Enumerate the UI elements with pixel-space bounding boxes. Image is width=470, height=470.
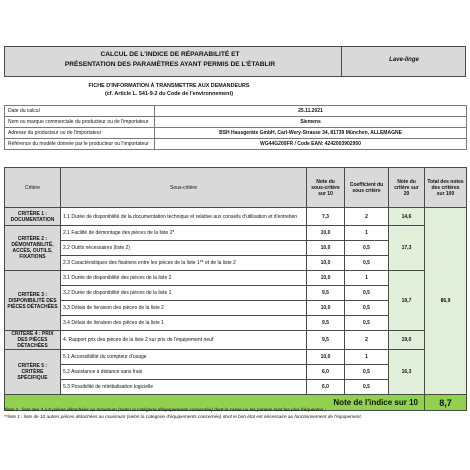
sub-criterion-label: 5.1 Accessibilité du compteur d'usage (61, 350, 307, 365)
info-value: Siemens (155, 117, 467, 128)
criterion-5: CRITÈRE 5 : CRITÈRE SPÉCIFIQUE (5, 350, 61, 395)
sub-criterion-note: 7,3 (307, 208, 345, 226)
info-value: 25.11.2021 (155, 106, 467, 117)
sub-criterion-note: 10,0 (307, 271, 345, 286)
info-label: Adresse du producteur ou de l'importateur (5, 128, 155, 139)
score-table-header (5, 168, 467, 208)
sub-criterion-label: 2.3 Caractéristiques des fixations entre les pièces de la liste 1** et de la liste 2 (61, 256, 307, 271)
sub-criterion-label: 2.2 Outils nécessaires (liste 2) (61, 241, 307, 256)
sub-criterion-coef: 1 (345, 226, 389, 241)
sub-criterion-coef: 2 (345, 331, 389, 350)
sub-criterion-label: 4. Rapport prix des pièces de la liste 2 sur prix de l'équipement neuf (61, 331, 307, 350)
sub-criterion-coef: 0,5 (345, 241, 389, 256)
title-line-1: CALCUL DE L'INDICE DE RÉPARABILITÉ ET (100, 51, 240, 58)
sub-criterion-label: 3.2 Durée de disponibilité des pièces de la liste 1 (61, 286, 307, 301)
sub-criterion-coef: 1 (345, 350, 389, 365)
sub-criterion-label: 5.2 Assistance à distance sans frais (61, 365, 307, 380)
sub-criterion-label: 3.4 Délais de livraison des pièces de la liste 1 (61, 316, 307, 331)
sub-criterion-label: 2.1 Facilité de démontage des pièces de la liste 2* (61, 226, 307, 241)
criterion-score-1: 14,6 (389, 208, 425, 226)
info-row-date (5, 106, 467, 117)
title-line-2: PRÉSENTATION DES PARAMÈTRES AYANT PERMIS DE L'ÉTABLIR (64, 61, 276, 68)
sub-criterion-label: 3.3 Délais de livraison des pièces de la liste 2 (61, 301, 307, 316)
header-note-sous-critere: Note du sous-critère sur 10 (307, 168, 345, 208)
report-header (4, 46, 466, 77)
sub-criterion-coef: 1 (345, 271, 389, 286)
criterion-4: CRITÈRE 4 : PRIX DES PIÈCES DÉTACHÉES (5, 331, 61, 350)
sub-criterion-note: 10,0 (307, 350, 345, 365)
fiche-line-1: FICHE D'INFORMATION À TRANSMETTRE AUX DEMANDEURS (88, 83, 250, 89)
info-row-address (5, 128, 467, 139)
report-title (5, 50, 335, 70)
criterion-score-5: 16,3 (389, 350, 425, 395)
table-row (5, 350, 467, 365)
header-note-critere: Note du critère sur 20 (389, 168, 425, 208)
table-row (5, 208, 467, 226)
sub-criterion-coef: 0,5 (345, 316, 389, 331)
sub-criterion-note: 10,0 (307, 301, 345, 316)
info-value: BSH Hausgeräte GmbH, Carl-Wery-Strasse 34, 81739 München, ALLEMAGNE (155, 128, 467, 139)
sub-criterion-note: 10,0 (307, 226, 345, 241)
table-row (5, 331, 467, 350)
header-critere: Critère (5, 168, 61, 208)
info-row-model (5, 139, 467, 150)
sub-criterion-note: 6,0 (307, 365, 345, 380)
footnote-liste-1: **liste 1 : liste de 10 autres pièces détachées au maximum (selon la catégorie d'équipements concernée) dont le bon état est nécessaire au fonctionnement de l'équipement. (4, 414, 362, 419)
criterion-1: CRITÈRE 1 : DOCUMENTATION (5, 208, 61, 226)
sub-criterion-label: 5.3 Possibilité de réinitialisation logicielle (61, 380, 307, 395)
index-note-label: Note de l'indice sur 10 (5, 395, 425, 411)
sub-criterion-coef: 2 (345, 208, 389, 226)
table-row (5, 271, 467, 286)
index-note-value: 8,7 (425, 395, 467, 411)
fiche-heading (4, 82, 334, 98)
sub-criterion-note: 10,0 (307, 241, 345, 256)
fiche-line-2: (cf. Article L. 541-9-2 du Code de l'environnement) (104, 91, 234, 97)
info-label: Date du calcul (5, 106, 155, 117)
header-sous-critere: Sous-critère (61, 168, 307, 208)
sub-criterion-note: 10,0 (307, 256, 345, 271)
sub-criterion-coef: 0,5 (345, 380, 389, 395)
product-info-table (4, 105, 467, 150)
info-value: WG44G200FR / Code EAN: 4242003902950 (155, 139, 467, 150)
sub-criterion-note: 9,5 (307, 286, 345, 301)
header-coefficient: Coefficient du sous critère (345, 168, 389, 208)
sub-criterion-label: 3.1 Durée de disponibilité des pièces de la liste 2 (61, 271, 307, 286)
sub-criterion-coef: 0,5 (345, 256, 389, 271)
total-score: 86,9 (425, 208, 467, 395)
sub-criterion-note: 9,5 (307, 331, 345, 350)
footnotes (4, 406, 468, 420)
sub-criterion-coef: 0,5 (345, 286, 389, 301)
score-table (4, 167, 467, 411)
info-row-brand (5, 117, 467, 128)
sub-criterion-coef: 0,5 (345, 365, 389, 380)
criterion-score-2: 17,3 (389, 226, 425, 271)
header-total: Total des notes des critères sur 100 (425, 168, 467, 208)
table-row (5, 226, 467, 241)
criterion-3: CRITÈRE 3 : DISPONIBILITÉ DES PIÈCES DÉTACHÉES (5, 271, 61, 331)
info-label: Nom ou marque commerciale du producteur ou de l'importateur (5, 117, 155, 128)
criterion-2: CRITÈRE 2 : DÉMONTABILITÉ, ACCÈS, OUTILS, FIXATIONS (5, 226, 61, 271)
sub-criterion-coef: 0,5 (345, 301, 389, 316)
footnote-liste-2: *liste 2 : liste des 3 à 5 pièces détachées au maximum (selon la catégorie d'équipements concernée) dont la casse ou les pannes sont les plus fréquentes ; (4, 407, 326, 412)
criterion-score-4: 19,0 (389, 331, 425, 350)
sub-criterion-note: 6,0 (307, 380, 345, 395)
sub-criterion-label: 1.1 Durée de disponibilité de la documentation technique et relative aux conseils d'utilisation et d'entretien (61, 208, 307, 226)
product-type: Lave-linge (389, 57, 419, 63)
criterion-score-3: 19,7 (389, 271, 425, 331)
info-label: Référence du modèle donnée par le producteur ou l'importateur (5, 139, 155, 150)
sub-criterion-note: 9,5 (307, 316, 345, 331)
